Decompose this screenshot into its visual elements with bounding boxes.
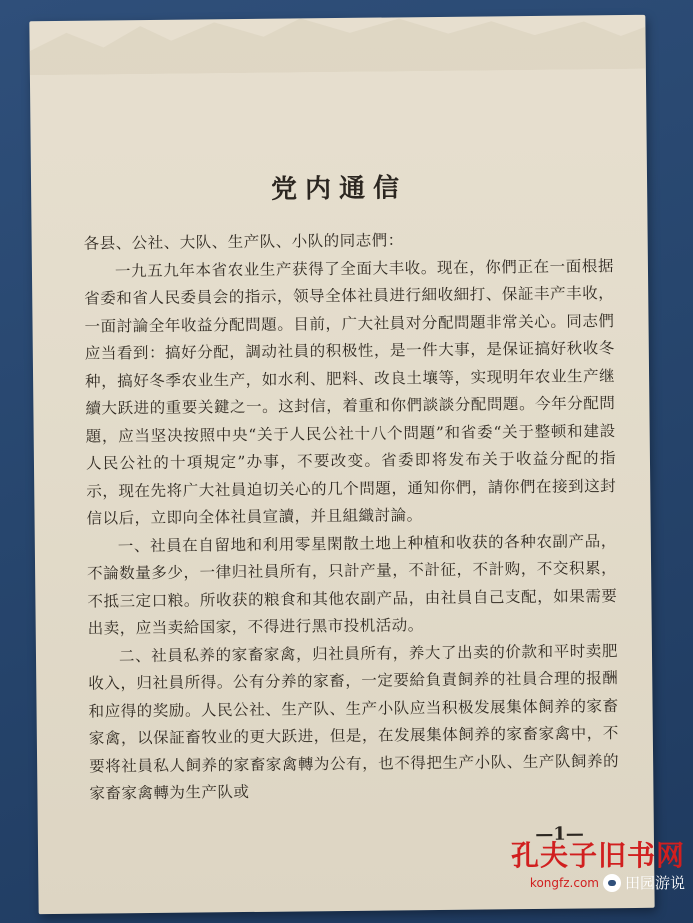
watermark-sub bbox=[495, 872, 685, 893]
watermark-site: kongfz.com bbox=[529, 875, 599, 890]
watermark-account: 田园游说 bbox=[624, 874, 685, 892]
document-page bbox=[29, 15, 654, 914]
page-title: 党内通信 bbox=[270, 173, 408, 205]
greeting: 各县、公社、大队、生产队、小队的同志們： bbox=[83, 231, 404, 253]
watermark bbox=[495, 834, 685, 893]
paragraph-2: 一、社員在自留地和利用零星閑散土地上种植和收获的各种农副产品，不論数量多少，一律归社員所有，只計产量，不計征，不計购，不交积累，不抵三定口粮。所收获的粮食和其他农副产品，由社員自己支配，如果需要出卖，应当卖給国家，不得进行黑市投机活动。 bbox=[87, 531, 618, 638]
watermark-text: 孔夫子旧书网 bbox=[510, 839, 685, 872]
paragraph-1: 一九五九年本省农业生产获得了全面大丰收。现在，你們正在一面根据省委和省人民委員会的指示，领导全体社員进行細收細打、保証丰产丰收，一面討論全年收益分配問題。目前，广大社員对分配問題非常关心。同志們应当看到：搞好分配，調动社員的积极性，是一件大事，是保证搞好秋收冬种，搞好冬季农业生产，如水利、肥料、改良土壤等，实现明年农业生产继續大跃进的重要关鍵之一。这封信，着重和你們談談分配問題。今年分配問題，应当坚决按照中央“关于人民公社十八个問題”和省委“关于整顿和建設人民公社的十項規定”办事，不要改变。省委即将发布关于收益分配的指示，现在先将广大社員迫切关心的几个問題，通知你們，請你們在接到这封信以后，立即向全体社員宣讀，并且組織討論。 bbox=[84, 256, 617, 528]
torn-edge bbox=[29, 9, 646, 75]
wechat-icon bbox=[603, 874, 621, 892]
paragraph-3: 二、社員私养的家畜家禽，归社員所有，养大了出卖的价款和平时卖肥收入，归社員所得。公有分养的家畜，一定要給負責飼养的社員合理的报酬和应得的奖励。人民公社、生产队、生产小队应当积极发展集体飼养的家畜家禽，以保証畜牧业的更大跃进，但是，在发展集体飼养的家畜家禽中，不要将社員私人飼养的家畜家禽轉为公有，也不得把生产小队、生产队飼养的家畜家禽轉为生产队或 bbox=[88, 641, 620, 803]
page-number: —1— bbox=[535, 823, 584, 845]
letter-body bbox=[84, 225, 620, 808]
